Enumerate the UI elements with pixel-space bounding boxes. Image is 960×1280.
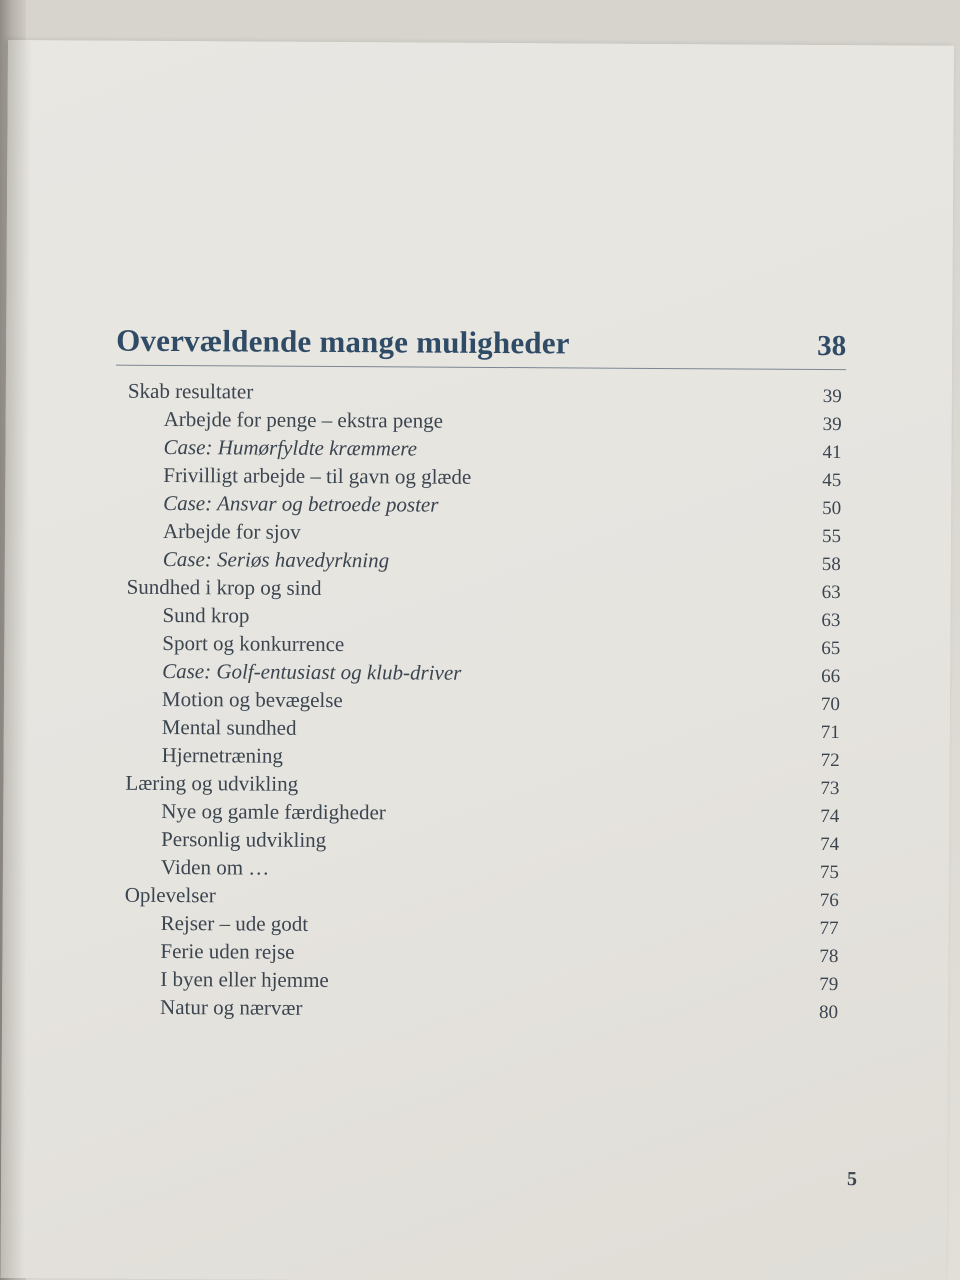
toc-entry-label: Case: Golf-entusiast og klub-driver <box>162 658 462 685</box>
toc-entry-page: 70 <box>820 693 841 716</box>
toc-entry-label: Sundhed i krop og sind <box>126 574 322 600</box>
toc-entry-case <box>115 491 845 523</box>
toc-entry-case <box>115 435 845 467</box>
chapter-title: Overvældende mange muligheder <box>116 322 570 361</box>
toc-entry <box>113 827 843 859</box>
toc-entry <box>113 855 843 887</box>
toc-entry-label: Skab resultater <box>127 378 254 404</box>
toc-entry-page: 39 <box>822 385 842 408</box>
toc-entry-page: 75 <box>819 861 839 884</box>
toc-entry-page: 80 <box>819 1001 839 1024</box>
toc-entry <box>112 939 842 971</box>
toc-entry <box>112 967 842 999</box>
toc-entry-page: 74 <box>820 805 840 828</box>
toc-entry-label: Arbejde for penge – ekstra penge <box>163 406 444 433</box>
toc-entry-label: Sport og konkurrence <box>162 630 345 657</box>
toc-entry-page: 78 <box>819 945 839 968</box>
toc-entry-label: Arbejde for sjov <box>162 518 301 544</box>
toc-entry <box>113 911 843 943</box>
toc-entry <box>116 407 846 439</box>
toc-entry-label: Rejser – ude godt <box>160 910 309 936</box>
toc-entry-page: 74 <box>820 833 840 856</box>
toc-entry-label: Natur og nærvær <box>160 994 303 1020</box>
toc-entry-page: 76 <box>819 889 839 912</box>
toc-entry-label: Nye og gamle færdigheder <box>161 798 386 825</box>
toc-entry <box>115 463 845 495</box>
toc-entry-label: Ferie uden rejse <box>160 938 295 964</box>
toc-entry-page: 73 <box>820 777 840 800</box>
toc-entry-laering <box>113 771 843 803</box>
toc-entry-page: 77 <box>819 917 839 940</box>
toc-entry-page: 58 <box>821 553 841 576</box>
toc-entry <box>115 519 845 551</box>
toc-entry-page: 55 <box>821 525 842 548</box>
page-number: 5 <box>846 1168 858 1191</box>
toc-entry-label: Personlig udvikling <box>161 826 327 852</box>
toc-entry-label: Case: Ansvar og betroede poster <box>163 490 439 517</box>
toc-entry-page: 71 <box>820 721 840 744</box>
toc-entry-label: Læring og udvikling <box>125 770 299 796</box>
toc-entry-page: 79 <box>819 973 839 996</box>
toc-entry-label: Oplevelser <box>124 882 216 908</box>
toc-entry-label: Viden om … <box>160 854 270 880</box>
toc-entry-page: 72 <box>820 749 840 772</box>
toc-entry-label: Sund krop <box>162 602 250 628</box>
table-of-contents <box>112 323 846 1027</box>
toc-entry <box>114 603 844 635</box>
toc-entry-page: 45 <box>822 469 842 492</box>
toc-entry-page: 50 <box>822 497 842 520</box>
toc-entry <box>112 995 842 1027</box>
book-page <box>0 40 954 1280</box>
toc-entry-page: 63 <box>821 581 841 604</box>
toc-entry-label: Frivilligt arbejde – til gavn og glæde <box>163 462 472 489</box>
chapter-page-number: 38 <box>817 329 847 363</box>
toc-entry <box>114 687 844 719</box>
toc-entry-sundhed <box>115 575 845 607</box>
toc-entry <box>113 799 843 831</box>
toc-entry <box>114 715 844 747</box>
toc-entry-label: I byen eller hjemme <box>160 966 329 992</box>
toc-entry-label: Hjernetræning <box>161 742 284 768</box>
toc-entry-page: 41 <box>822 441 842 464</box>
toc-entry <box>114 743 844 775</box>
toc-entry-case <box>114 659 844 691</box>
toc-entry-page: 63 <box>821 609 841 632</box>
toc-list <box>112 379 846 1027</box>
toc-entry-label: Motion og bevægelse <box>161 686 343 713</box>
toc-entry-case <box>115 547 845 579</box>
toc-entry <box>114 631 844 663</box>
toc-entry-page: 39 <box>822 413 842 436</box>
toc-entry-label: Case: Seriøs havedyrkning <box>162 546 390 573</box>
toc-entry-page: 65 <box>821 637 841 660</box>
toc-entry-skab-resultater <box>116 379 846 411</box>
chapter-heading <box>116 323 846 370</box>
toc-entry-oplevelser <box>113 883 843 915</box>
toc-entry-label: Mental sundhed <box>161 714 297 740</box>
toc-entry-label: Case: Humørfyldte kræmmere <box>163 434 418 461</box>
toc-entry-page: 66 <box>821 665 841 688</box>
